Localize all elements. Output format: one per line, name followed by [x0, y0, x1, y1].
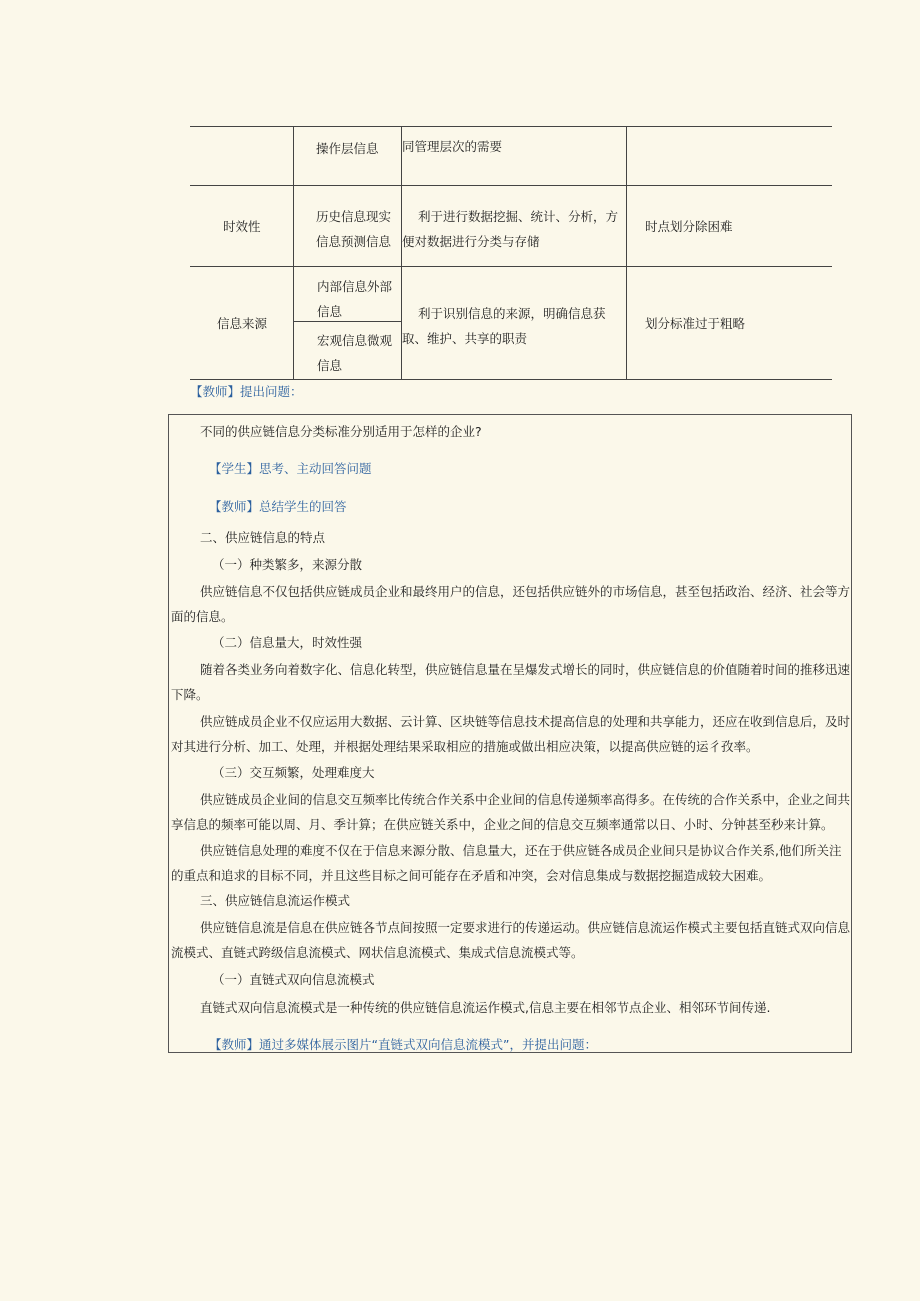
table-border-bottom	[190, 379, 832, 380]
table-col-divider	[626, 126, 627, 380]
subsection-heading: （一）直链式双向信息流模式	[212, 972, 375, 987]
subsection-heading: （三）交互频繁，处理难度大	[212, 765, 375, 780]
lesson-content-box	[168, 414, 852, 1053]
paragraph: 供应链成员企业不仅应运用大数据、云计算、区块链等信息技术提高信息的处理和共享能力，还应在收到信息后，及时对其进行分析、加工、处理，并根据处理结果采取相应的措施或做出相应决策，以提高供应链的运彳孜率。	[171, 714, 851, 754]
table-col-divider	[293, 126, 294, 380]
table-border-top	[190, 126, 832, 127]
table-cell: 操作层信息	[316, 141, 379, 156]
table-cell: 时点划分除困难	[645, 219, 733, 234]
paragraph: 随着各类业务向着数字化、信息化转型，供应链信息量在呈爆发式增长的同时，供应链信息的价值随着时间的推移迅速下降。	[171, 662, 851, 702]
table-cell: 信息来源	[217, 316, 268, 331]
subsection-heading: （二）信息量大，时效性强	[212, 635, 363, 650]
teacher-question-label: 【教师】提出问题：	[190, 384, 303, 399]
section-heading: 二、供应链信息的特点	[200, 530, 326, 545]
teacher-summary-label: 【教师】总结学生的回答	[209, 499, 347, 514]
section-heading: 三、供应链信息流运作模式	[200, 893, 351, 908]
paragraph: 直链式双向信息流模式是一种传统的供应链信息流运作模式,信息主要在相邻节点企业、相邻环节间传递.	[200, 1000, 771, 1015]
table-cell: 时效性	[223, 219, 261, 234]
table-cell: 内部信息外部信息	[317, 279, 393, 319]
table-cell: 划分标准过于粗略	[645, 316, 746, 331]
classification-table	[190, 126, 832, 380]
student-label: 【学生】思考、主动回答问题	[209, 461, 372, 476]
table-row-divider	[190, 266, 832, 267]
table-cell: 历史信息现实信息预测信息	[316, 209, 392, 249]
table-cell: 同管理层次的需要	[402, 139, 503, 154]
teacher-show-label: 【教师】通过多媒体展示图片“直链式双向信息流模式”，并提出问题：	[209, 1037, 597, 1052]
table-cell: 利于进行数据挖掘、统计、分析，方便对数据进行分类与存储	[402, 209, 619, 249]
paragraph: 供应链成员企业间的信息交互频率比传统合作关系中企业间的信息传递频率高得多。在传统的合作关系中，企业之间共享信息的频率可能以周、月、季计算；在供应链关系中，企业之间的信息交互频率通常以日、小时、分钟甚至秒来计算。	[171, 792, 851, 832]
paragraph: 供应链信息处理的难度不仅在于信息来源分散、信息量大，还在于供应链各成员企业间只是协议合作关系,他们所关注的重点和追求的目标不同，并且这些目标之间可能存在矛盾和冲突，会对信息集成与数据挖掘造成较大困难。	[171, 843, 842, 883]
subsection-heading: （一）种类繁多，来源分散	[212, 557, 363, 572]
paragraph: 供应链信息流是信息在供应链各节点间按照一定要求进行的传递运动。供应链信息流运作模式主要包括直链式双向信息流模式、直链式跨级信息流模式、网状信息流模式、集成式信息流模式等。	[171, 920, 851, 960]
question-text: 不同的供应链信息分类标准分别适用于怎样的企业?	[200, 424, 482, 439]
table-cell: 利于识别信息的来源，明确信息获取、维护、共享的职责	[402, 306, 606, 346]
table-row-divider	[190, 185, 832, 186]
table-cell: 宏观信息微观信息	[317, 333, 393, 373]
paragraph: 供应链信息不仅包括供应链成员企业和最终用户的信息，还包括供应链外的市场信息，甚至包括政治、经济、社会等方面的信息。	[171, 584, 851, 624]
